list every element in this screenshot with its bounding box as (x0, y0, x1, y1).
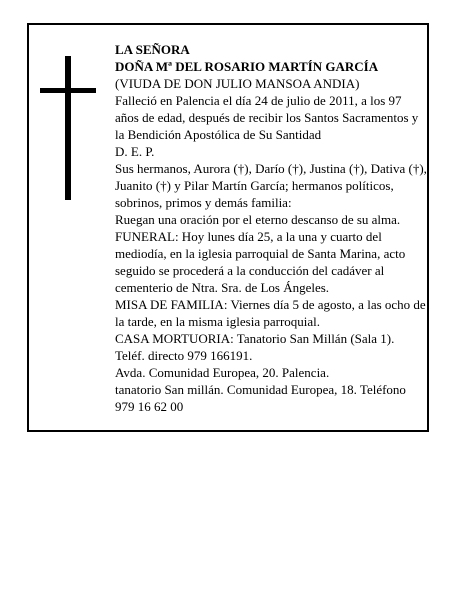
cross-horizontal-bar (40, 88, 96, 93)
deceased-name: DOÑA Mª DEL ROSARIO MARTÍN GARCÍA (115, 59, 379, 74)
cross-icon (40, 56, 96, 200)
funeral-home-info: CASA MORTUORIA: Tanatorio San Millán (Sala 1). Teléf. directo 979 166191. (115, 331, 395, 363)
contact-line: tanatorio San millán. Comunidad Europea, 18. Teléfono 979 16 62 00 (115, 382, 406, 414)
address-line: Avda. Comunidad Europea, 20. Palencia. (115, 365, 330, 380)
death-announcement: Falleció en Palencia el día 24 de julio de 2011, a los 97 años de edad, después de recibir los Santos Sacramentos y la Bendición Apostólica de Su Santidad (115, 93, 419, 142)
notice-title: LA SEÑORA (115, 42, 190, 57)
rip-line: D. E. P. (115, 144, 155, 159)
prayer-request: Ruegan una oración por el eterno descanso de su alma. (115, 212, 401, 227)
family-mass-info: MISA DE FAMILIA: Viernes día 5 de agosto, a las ocho de la tarde, en la misma iglesia parroquial. (115, 297, 426, 329)
obituary-notice (27, 23, 429, 432)
funeral-info: FUNERAL: Hoy lunes día 25, a la una y cuarto del mediodía, en la iglesia parroquial de Santa Marina, acto seguido se procederá a la conducción del cadáver al cementerio de Ntra. Sra. de Los Ángeles. (115, 229, 406, 295)
family-list: Sus hermanos, Aurora (†), Darío (†), Justina (†), Dativa (†), Juanito (†) y Pilar Martín García; hermanos políticos, sobrinos, primos y demás familia: (115, 161, 427, 210)
widow-line: (VIUDA DE DON JULIO MANSOA ANDIA) (115, 76, 360, 91)
cross-vertical-bar (65, 56, 71, 200)
notice-text (115, 41, 427, 415)
